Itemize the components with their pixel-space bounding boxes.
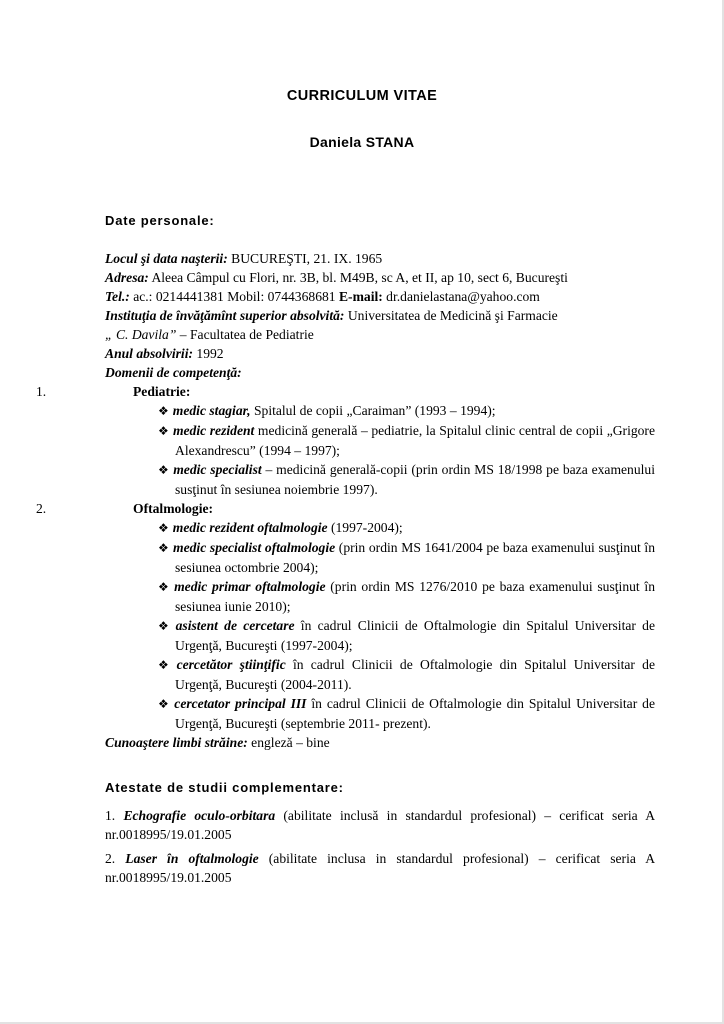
text-segment: în cadrul Clinicii de Oftalmologie din Spitalul Universitar de Urgenţă, Bucureşti (2004-2011). <box>175 657 655 692</box>
text-segment: Domenii de competenţă: <box>105 365 242 380</box>
document-body <box>36 213 656 887</box>
attestation-item <box>105 806 655 844</box>
text-segment: medic stagiar, <box>172 403 251 418</box>
bullet-diamond-icon: ❖ <box>158 404 169 418</box>
text-segment: Echografie oculo-orbitara <box>123 808 276 823</box>
text-segment: 1. <box>105 808 124 823</box>
bullet-diamond-icon: ❖ <box>158 463 170 477</box>
competency-pediatrics <box>36 382 655 401</box>
text-segment: medic primar oftalmologie <box>174 579 326 594</box>
text-segment: Spitalul de copii „Caraiman” (1993 – 1994); <box>250 403 496 418</box>
experience-bullet <box>105 694 655 733</box>
faculty-line <box>105 325 655 344</box>
experience-bullet <box>105 421 655 460</box>
text-segment: E-mail: <box>338 289 383 304</box>
text-segment: 1992 <box>193 346 224 361</box>
graduation-year-line <box>105 344 655 363</box>
text-segment: Anul absolvirii: <box>105 346 194 361</box>
domains-line <box>105 363 655 382</box>
text-segment: asistent de cercetare <box>175 618 295 633</box>
experience-bullet <box>105 538 655 577</box>
text-segment: BUCUREŞTI, 21. IX. 1965 <box>227 251 383 266</box>
experience-bullet <box>105 518 655 538</box>
bullet-diamond-icon: ❖ <box>158 424 169 438</box>
text-segment: ac.: 0214441381 Mobil: 0744368681 <box>129 289 339 304</box>
text-segment: (abilitate inclusa in standardul profesional) – cerificat seria A nr.0018995/19.01.2005 <box>105 851 656 885</box>
text-segment: (prin ordin MS 1641/2004 pe baza examenului susţinut în sesiunea octombrie 2004); <box>175 540 655 575</box>
text-segment: medicină generală – pediatrie, la Spitalul clinic central de copii „Grigore Alexandrescu” (1994 – 1997); <box>175 423 655 458</box>
text-segment: în cadrul Clinicii de Oftalmologie din Spitalul Universitar de Urgenţă, Bucureşti (1997-2004); <box>175 618 655 653</box>
phone-email-line <box>105 287 655 306</box>
text-segment: în cadrul Clinicii de Oftalmologie din Spitalul Universitar de Urgenţă, Bucureşti (septembrie 2011- prezent). <box>175 696 655 731</box>
institution-line <box>105 306 655 325</box>
text-segment: engleză – bine <box>247 735 330 750</box>
birth-line <box>105 249 655 268</box>
text-segment: cercetător ştiinţific <box>176 657 286 672</box>
text-segment: Cunoaştere limbi străine: <box>105 735 248 750</box>
bullet-diamond-icon: ❖ <box>158 658 173 672</box>
bullet-diamond-icon: ❖ <box>158 619 172 633</box>
text-segment: medic specialist <box>173 462 262 477</box>
text-segment: medic rezident oftalmologie <box>172 520 328 535</box>
text-segment: (1997-2004); <box>327 520 403 535</box>
competency-title: Oftalmologie: <box>133 501 214 516</box>
text-segment: Aleea Câmpul cu Flori, nr. 3B, bl. M49B, sc A, et II, ap 10, sect 6, Bucureşti <box>148 270 568 285</box>
text-segment: medic specialist oftalmologie <box>173 540 336 555</box>
text-segment: Laser în oftalmologie <box>125 851 259 866</box>
text-segment: – medicină generală-copii (prin ordin MS 18/1998 pe baza examenului susţinut în sesiunea noiembrie 1997). <box>175 462 655 497</box>
bullet-diamond-icon: ❖ <box>158 541 170 555</box>
bullet-diamond-icon: ❖ <box>158 521 169 535</box>
text-segment: „ C. Davila” <box>105 327 177 342</box>
attestation-item <box>105 849 655 887</box>
competency-title: Pediatrie: <box>133 384 191 399</box>
text-segment: (prin ordin MS 1276/2010 pe baza examenului susţinut în sesiunea iunie 2010); <box>175 579 655 614</box>
text-segment: Instituţia de învăţămînt superior absolvită: <box>105 308 345 323</box>
list-number: 2. <box>36 501 47 516</box>
text-segment: – Facultatea de Pediatrie <box>176 327 314 342</box>
address-line <box>105 268 655 287</box>
list-number: 1. <box>36 384 47 399</box>
bullet-diamond-icon: ❖ <box>158 580 171 594</box>
text-segment: Universitatea de Medicină şi Farmacie <box>344 308 558 323</box>
experience-bullet <box>105 460 655 499</box>
text-segment: medic rezident <box>172 423 255 438</box>
experience-bullet <box>105 655 655 694</box>
text-segment: Tel.: <box>105 289 130 304</box>
author-name: Daniela STANA <box>309 134 415 150</box>
text-segment: (abilitate inclusă in standardul profesional) – cerificat seria A nr.0018995/19.01.2005 <box>105 808 656 842</box>
competency-ophthalmology <box>36 499 655 518</box>
section-heading-attestations: Atestate de studii complementare: <box>105 780 344 795</box>
text-segment: Adresa: <box>105 270 149 285</box>
document-title: CURRICULUM VITAE <box>286 88 438 104</box>
text-segment: Locul şi data naşterii: <box>105 251 228 266</box>
experience-bullet <box>105 577 655 616</box>
bullet-diamond-icon: ❖ <box>158 697 171 711</box>
text-segment: cercetator principal III <box>174 696 307 711</box>
section-heading-personal: Date personale: <box>105 213 215 228</box>
experience-bullet <box>105 401 655 421</box>
text-segment: dr.danielastana@yahoo.com <box>382 289 540 304</box>
experience-bullet <box>105 616 655 655</box>
text-segment: 2. <box>105 851 126 866</box>
languages-line <box>105 733 655 752</box>
